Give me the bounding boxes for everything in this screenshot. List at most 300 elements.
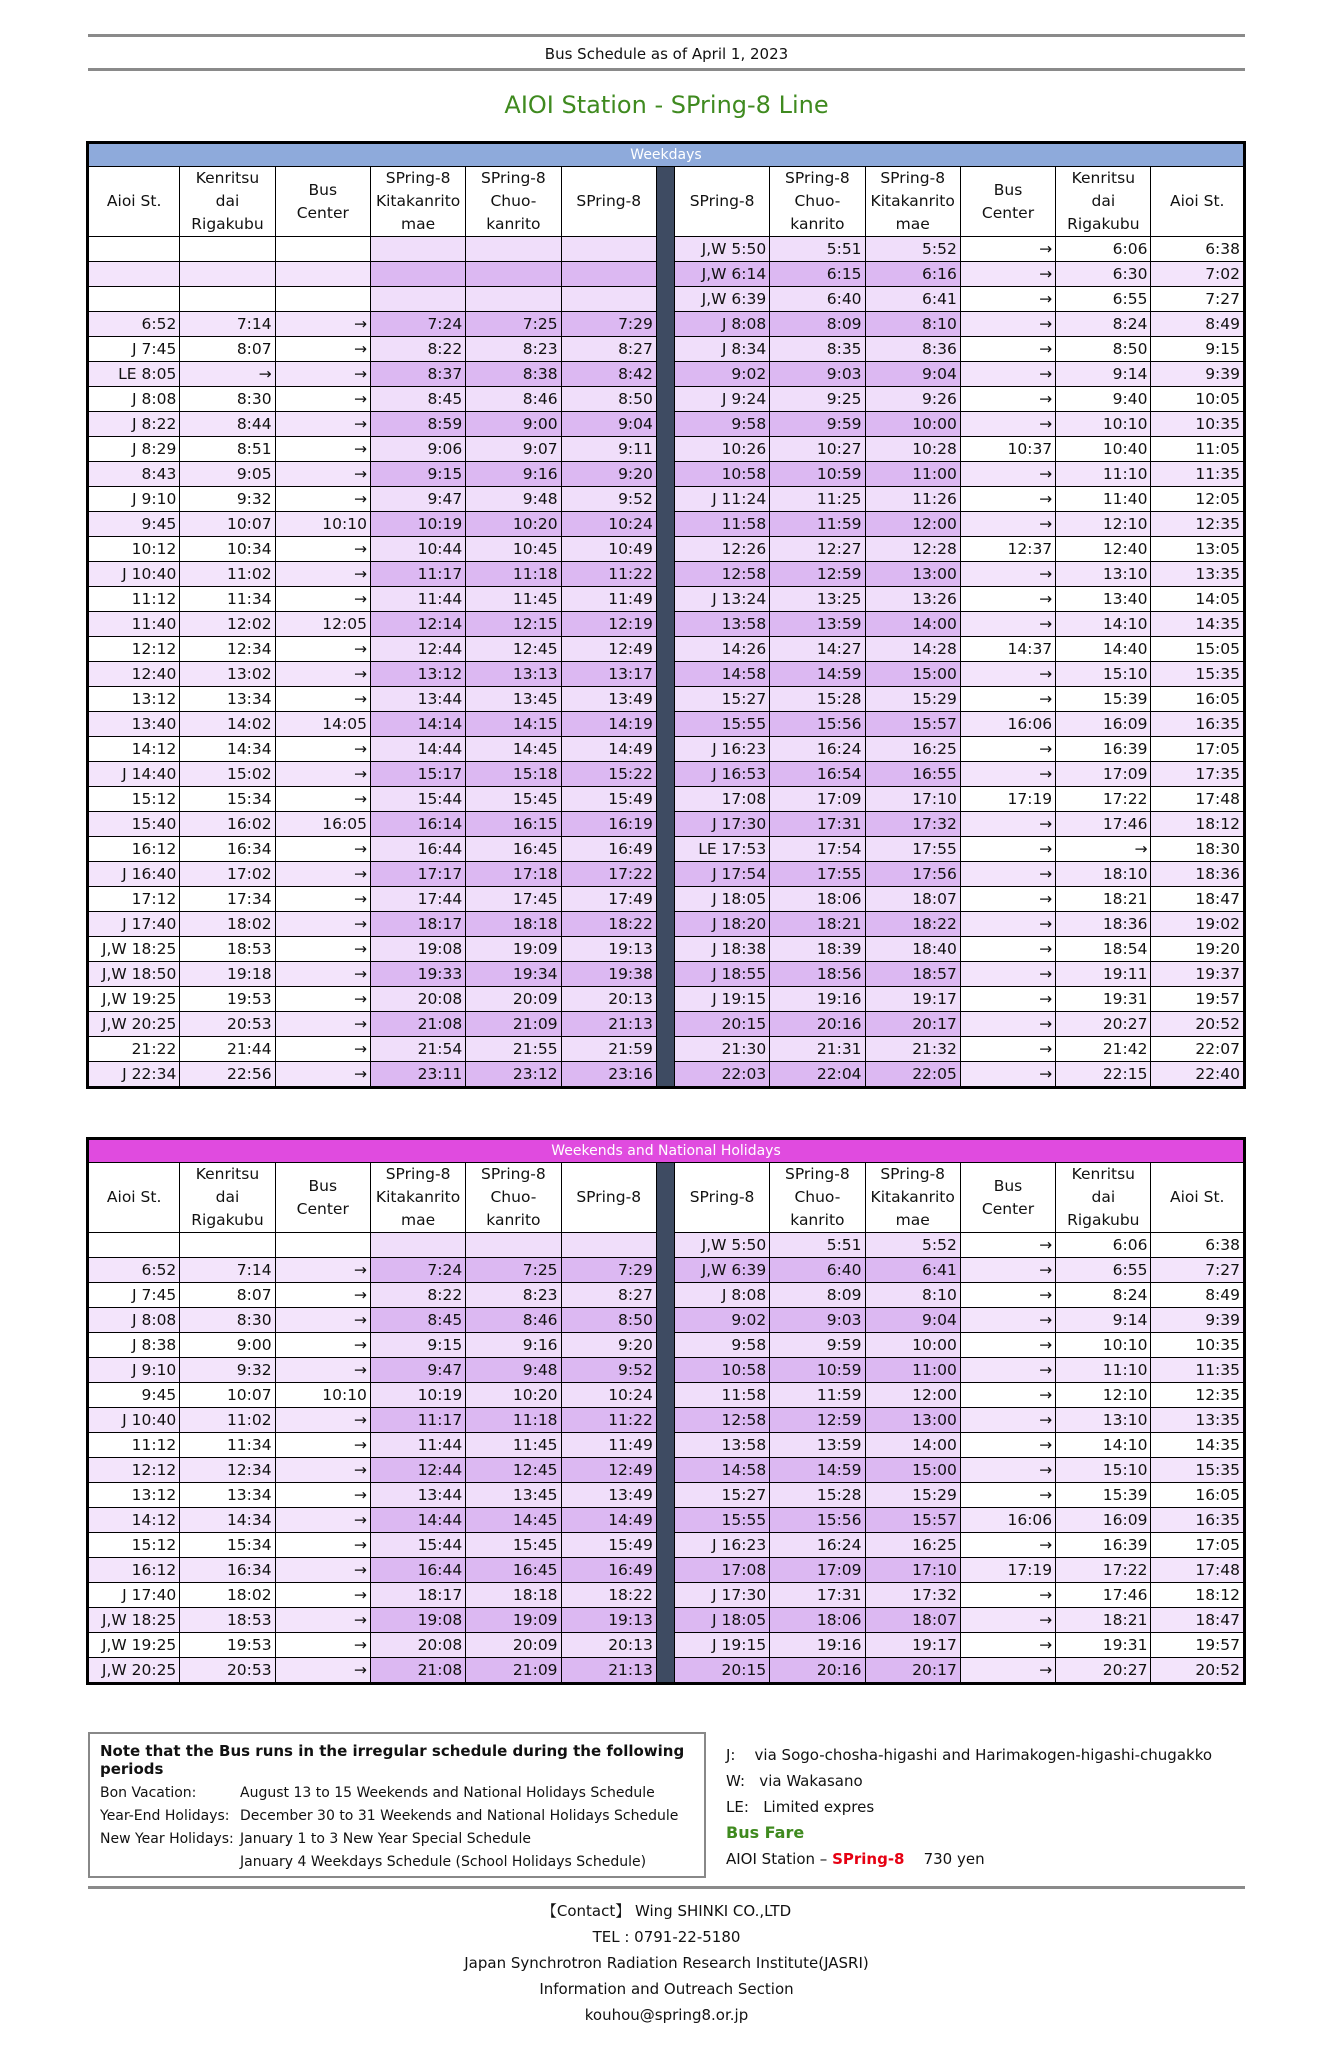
inbound-time-cell: 8:09 — [770, 1283, 865, 1308]
inbound-time-cell: 16:24 — [770, 1533, 865, 1558]
outbound-time-cell: 6:52 — [88, 312, 180, 337]
outbound-time-cell: → — [275, 1283, 370, 1308]
outbound-time-cell: 12:45 — [466, 1458, 561, 1483]
inbound-time-cell: 14:40 — [1056, 637, 1151, 662]
inbound-time-cell: → — [960, 812, 1055, 837]
inbound-time-cell: 8:10 — [865, 312, 960, 337]
outbound-time-cell: → — [275, 987, 370, 1012]
outbound-time-cell — [370, 262, 465, 287]
inbound-time-cell: 6:16 — [865, 262, 960, 287]
inbound-time-cell: 18:21 — [1056, 887, 1151, 912]
outbound-time-cell: 14:05 — [275, 712, 370, 737]
outbound-time-cell: 17:44 — [370, 887, 465, 912]
inbound-time-cell: 17:22 — [1056, 1558, 1151, 1583]
inbound-time-cell: 14:35 — [1151, 612, 1245, 637]
outbound-time-cell: 14:19 — [561, 712, 656, 737]
inbound-time-cell: 5:52 — [865, 237, 960, 262]
outbound-time-cell: 20:09 — [466, 1633, 561, 1658]
outbound-time-cell: 8:30 — [180, 387, 275, 412]
outbound-time-cell: 18:18 — [466, 912, 561, 937]
inbound-time-cell: 17:32 — [865, 812, 960, 837]
inbound-time-cell: 10:00 — [865, 1333, 960, 1358]
outbound-time-cell: 15:49 — [561, 1533, 656, 1558]
inbound-time-cell: 10:35 — [1151, 1333, 1245, 1358]
outbound-time-cell: 20:53 — [180, 1012, 275, 1037]
outbound-time-cell — [561, 287, 656, 312]
outbound-time-cell: 13:13 — [466, 662, 561, 687]
outbound-time-cell: → — [275, 1658, 370, 1684]
inbound-time-cell: 9:02 — [674, 1308, 769, 1333]
inbound-time-cell: 9:58 — [674, 1333, 769, 1358]
inbound-time-cell: 11:59 — [770, 1383, 865, 1408]
outbound-time-cell: → — [275, 737, 370, 762]
outbound-time-cell: 9:11 — [561, 437, 656, 462]
outbound-time-cell: → — [275, 1333, 370, 1358]
outbound-time-cell: 8:27 — [561, 1283, 656, 1308]
inbound-time-cell: 18:07 — [865, 1608, 960, 1633]
inbound-time-cell: J 16:23 — [674, 737, 769, 762]
inbound-time-cell: J 8:08 — [674, 1283, 769, 1308]
outbound-time-cell: 9:16 — [466, 1333, 561, 1358]
inbound-time-cell: 8:50 — [1056, 337, 1151, 362]
inbound-time-cell: J 19:15 — [674, 987, 769, 1012]
inbound-time-cell: 10:37 — [960, 437, 1055, 462]
outbound-time-cell: → — [275, 337, 370, 362]
inbound-time-cell: 8:49 — [1151, 1283, 1245, 1308]
inbound-time-cell: 22:07 — [1151, 1037, 1245, 1062]
outbound-time-cell: J 16:40 — [88, 862, 180, 887]
inbound-time-cell: 15:55 — [674, 712, 769, 737]
outbound-time-cell: 19:38 — [561, 962, 656, 987]
inbound-time-cell: 17:48 — [1151, 1558, 1245, 1583]
outbound-time-cell: 7:29 — [561, 312, 656, 337]
outbound-time-cell: 19:33 — [370, 962, 465, 987]
contact-company: 【Contact】 Wing SHINKI CO.,LTD — [541, 1902, 792, 1920]
inbound-time-cell: 18:36 — [1151, 862, 1245, 887]
outbound-time-cell: 23:11 — [370, 1062, 465, 1088]
outbound-time-cell: 13:45 — [466, 687, 561, 712]
inbound-time-cell: 14:58 — [674, 1458, 769, 1483]
outbound-time-cell: 8:42 — [561, 362, 656, 387]
column-header: SPring-8 — [561, 167, 656, 237]
outbound-time-cell: 8:30 — [180, 1308, 275, 1333]
outbound-time-cell: 7:24 — [370, 312, 465, 337]
inbound-time-cell: 14:58 — [674, 662, 769, 687]
inbound-time-cell: 6:30 — [1056, 262, 1151, 287]
outbound-time-cell: 8:50 — [561, 1308, 656, 1333]
outbound-time-cell: 15:22 — [561, 762, 656, 787]
inbound-time-cell: 17:08 — [674, 787, 769, 812]
direction-separator — [656, 167, 674, 1088]
column-header: SPring-8 — [674, 167, 769, 237]
outbound-time-cell: 16:14 — [370, 812, 465, 837]
outbound-time-cell: → — [275, 587, 370, 612]
inbound-time-cell: 17:31 — [770, 1583, 865, 1608]
outbound-time-cell: 8:44 — [180, 412, 275, 437]
outbound-time-cell: 19:18 — [180, 962, 275, 987]
inbound-time-cell: → — [960, 662, 1055, 687]
outbound-time-cell: 9:15 — [370, 1333, 465, 1358]
inbound-time-cell: 15:27 — [674, 1483, 769, 1508]
inbound-time-cell: 10:27 — [770, 437, 865, 462]
inbound-time-cell: → — [960, 862, 1055, 887]
outbound-time-cell: 19:09 — [466, 937, 561, 962]
inbound-time-cell: 15:35 — [1151, 1458, 1245, 1483]
outbound-time-cell: → — [275, 437, 370, 462]
inbound-time-cell: 11:00 — [865, 1358, 960, 1383]
inbound-time-cell: → — [960, 587, 1055, 612]
inbound-time-cell: → — [960, 1283, 1055, 1308]
outbound-time-cell: 15:12 — [88, 787, 180, 812]
inbound-time-cell: 14:05 — [1151, 587, 1245, 612]
outbound-time-cell: J 10:40 — [88, 1408, 180, 1433]
outbound-time-cell — [88, 237, 180, 262]
inbound-time-cell: 10:00 — [865, 412, 960, 437]
inbound-time-cell: 22:40 — [1151, 1062, 1245, 1088]
inbound-time-cell: 17:54 — [770, 837, 865, 862]
inbound-time-cell: 21:32 — [865, 1037, 960, 1062]
outbound-time-cell: 13:12 — [370, 662, 465, 687]
outbound-time-cell: J 8:08 — [88, 387, 180, 412]
outbound-time-cell: 14:12 — [88, 737, 180, 762]
inbound-time-cell: 15:35 — [1151, 662, 1245, 687]
inbound-time-cell: 11:05 — [1151, 437, 1245, 462]
inbound-time-cell: 6:55 — [1056, 287, 1151, 312]
outbound-time-cell: 15:40 — [88, 812, 180, 837]
inbound-time-cell: 18:47 — [1151, 1608, 1245, 1633]
outbound-time-cell: → — [275, 1258, 370, 1283]
inbound-time-cell: 14:26 — [674, 637, 769, 662]
inbound-time-cell: 15:55 — [674, 1508, 769, 1533]
outbound-time-cell — [370, 1233, 465, 1258]
inbound-time-cell: 9:03 — [770, 362, 865, 387]
outbound-time-cell: 9:06 — [370, 437, 465, 462]
outbound-time-cell: 18:22 — [561, 1583, 656, 1608]
inbound-time-cell: → — [960, 1383, 1055, 1408]
inbound-time-cell: 6:41 — [865, 287, 960, 312]
outbound-time-cell: 9:20 — [561, 462, 656, 487]
outbound-time-cell: 16:34 — [180, 1558, 275, 1583]
outbound-time-cell: 9:45 — [88, 512, 180, 537]
outbound-time-cell: 21:54 — [370, 1037, 465, 1062]
outbound-time-cell: 10:44 — [370, 537, 465, 562]
inbound-time-cell: 17:05 — [1151, 1533, 1245, 1558]
outbound-time-cell: 8:27 — [561, 337, 656, 362]
outbound-time-cell: → — [275, 1458, 370, 1483]
outbound-time-cell: → — [275, 1012, 370, 1037]
outbound-time-cell: 18:02 — [180, 1583, 275, 1608]
inbound-time-cell: 18:54 — [1056, 937, 1151, 962]
outbound-time-cell: 20:08 — [370, 987, 465, 1012]
inbound-time-cell: 21:30 — [674, 1037, 769, 1062]
outbound-time-cell: → — [275, 1608, 370, 1633]
inbound-time-cell: 11:10 — [1056, 1358, 1151, 1383]
outbound-time-cell: 16:45 — [466, 837, 561, 862]
outbound-time-cell: 10:10 — [275, 512, 370, 537]
inbound-time-cell: 18:56 — [770, 962, 865, 987]
column-header: SPring-8 Kitakanrito mae — [865, 167, 960, 237]
column-header: Aioi St. — [1151, 1163, 1245, 1233]
outbound-time-cell: → — [275, 462, 370, 487]
outbound-time-cell — [370, 237, 465, 262]
outbound-time-cell: 21:09 — [466, 1658, 561, 1684]
outbound-time-cell: 15:44 — [370, 787, 465, 812]
inbound-time-cell: 10:05 — [1151, 387, 1245, 412]
inbound-time-cell: → — [960, 1433, 1055, 1458]
outbound-time-cell: 8:23 — [466, 1283, 561, 1308]
inbound-time-cell: 12:58 — [674, 1408, 769, 1433]
outbound-time-cell: 6:52 — [88, 1258, 180, 1283]
inbound-time-cell: 16:09 — [1056, 1508, 1151, 1533]
outbound-time-cell — [561, 262, 656, 287]
inbound-time-cell: 8:10 — [865, 1283, 960, 1308]
outbound-time-cell: 11:40 — [88, 612, 180, 637]
outbound-time-cell: 18:17 — [370, 912, 465, 937]
inbound-time-cell: 14:00 — [865, 612, 960, 637]
outbound-time-cell: 16:12 — [88, 837, 180, 862]
inbound-time-cell: 17:10 — [865, 1558, 960, 1583]
inbound-time-cell: 14:10 — [1056, 1433, 1151, 1458]
outbound-time-cell: → — [275, 912, 370, 937]
outbound-time-cell: → — [275, 637, 370, 662]
inbound-time-cell: 9:14 — [1056, 362, 1151, 387]
inbound-time-cell: 21:42 — [1056, 1037, 1151, 1062]
inbound-time-cell: J,W 5:50 — [674, 237, 769, 262]
route-legend — [726, 1742, 1246, 1872]
inbound-time-cell: 18:21 — [1056, 1608, 1151, 1633]
outbound-time-cell: J 17:40 — [88, 912, 180, 937]
inbound-time-cell: 9:39 — [1151, 362, 1245, 387]
inbound-time-cell: 17:19 — [960, 787, 1055, 812]
note-text: January 1 to 3 New Year Special Schedule — [240, 1831, 532, 1847]
outbound-time-cell: 8:22 — [370, 337, 465, 362]
inbound-time-cell: 15:27 — [674, 687, 769, 712]
column-header: Bus Center — [275, 167, 370, 237]
inbound-time-cell: 9:04 — [865, 1308, 960, 1333]
outbound-time-cell: 12:34 — [180, 637, 275, 662]
outbound-time-cell: 7:24 — [370, 1258, 465, 1283]
inbound-time-cell: 11:10 — [1056, 462, 1151, 487]
column-header: SPring-8 Kitakanrito mae — [370, 167, 465, 237]
column-header: Bus Center — [960, 1163, 1055, 1233]
outbound-time-cell: 9:48 — [466, 1358, 561, 1383]
outbound-time-cell: 17:45 — [466, 887, 561, 912]
outbound-time-cell: 12:44 — [370, 637, 465, 662]
outbound-time-cell: → — [275, 1633, 370, 1658]
inbound-time-cell: 6:38 — [1151, 1233, 1245, 1258]
outbound-time-cell: 17:34 — [180, 887, 275, 912]
outbound-time-cell — [561, 1233, 656, 1258]
outbound-time-cell: → — [275, 1433, 370, 1458]
inbound-time-cell: 17:32 — [865, 1583, 960, 1608]
inbound-time-cell: 12:59 — [770, 562, 865, 587]
inbound-time-cell: 17:08 — [674, 1558, 769, 1583]
inbound-time-cell: 15:56 — [770, 1508, 865, 1533]
inbound-time-cell: 7:27 — [1151, 1258, 1245, 1283]
legend-j: J: via Sogo-chosha-higashi and Harimakogen-higashi-chugakko — [726, 1746, 1213, 1764]
outbound-time-cell: → — [275, 887, 370, 912]
inbound-time-cell: → — [960, 737, 1055, 762]
inbound-time-cell: 12:00 — [865, 512, 960, 537]
outbound-time-cell: 12:14 — [370, 612, 465, 637]
outbound-time-cell: 21:44 — [180, 1037, 275, 1062]
outbound-time-cell: 18:18 — [466, 1583, 561, 1608]
inbound-time-cell: 6:38 — [1151, 237, 1245, 262]
outbound-time-cell: → — [275, 1308, 370, 1333]
inbound-time-cell: 13:00 — [865, 1408, 960, 1433]
outbound-time-cell: 8:23 — [466, 337, 561, 362]
outbound-time-cell: 16:02 — [180, 812, 275, 837]
inbound-time-cell: 18:07 — [865, 887, 960, 912]
outbound-time-cell: 9:00 — [466, 412, 561, 437]
outbound-time-cell: 21:08 — [370, 1012, 465, 1037]
inbound-time-cell: 8:24 — [1056, 1283, 1151, 1308]
outbound-time-cell: 10:19 — [370, 512, 465, 537]
column-header: Aioi St. — [1151, 167, 1245, 237]
outbound-time-cell: 11:44 — [370, 1433, 465, 1458]
column-header: SPring-8 Kitakanrito mae — [865, 1163, 960, 1233]
outbound-time-cell: 13:49 — [561, 1483, 656, 1508]
inbound-time-cell: → — [960, 987, 1055, 1012]
inbound-time-cell: 12:10 — [1056, 512, 1151, 537]
inbound-time-cell: 19:02 — [1151, 912, 1245, 937]
inbound-time-cell: 15:05 — [1151, 637, 1245, 662]
inbound-time-cell: 17:48 — [1151, 787, 1245, 812]
outbound-time-cell: 13:12 — [88, 1483, 180, 1508]
outbound-time-cell: 16:45 — [466, 1558, 561, 1583]
column-header: SPring-8 Chuo- kanrito — [770, 167, 865, 237]
inbound-time-cell: 11:35 — [1151, 1358, 1245, 1383]
outbound-time-cell: 13:40 — [88, 712, 180, 737]
outbound-time-cell: 12:12 — [88, 637, 180, 662]
outbound-time-cell — [466, 287, 561, 312]
outbound-time-cell: → — [275, 662, 370, 687]
inbound-time-cell: → — [960, 1533, 1055, 1558]
inbound-time-cell: 8:49 — [1151, 312, 1245, 337]
inbound-time-cell: 18:12 — [1151, 812, 1245, 837]
outbound-time-cell: 19:13 — [561, 937, 656, 962]
inbound-time-cell: 10:28 — [865, 437, 960, 462]
outbound-time-cell: 15:12 — [88, 1533, 180, 1558]
inbound-time-cell: 20:52 — [1151, 1658, 1245, 1684]
outbound-time-cell: 18:02 — [180, 912, 275, 937]
inbound-time-cell: 5:51 — [770, 237, 865, 262]
outbound-time-cell: 10:20 — [466, 512, 561, 537]
inbound-time-cell: 17:35 — [1151, 762, 1245, 787]
inbound-time-cell: 12:40 — [1056, 537, 1151, 562]
inbound-time-cell: J 19:15 — [674, 1633, 769, 1658]
outbound-time-cell: 14:34 — [180, 737, 275, 762]
inbound-time-cell: 22:03 — [674, 1062, 769, 1088]
outbound-time-cell: 8:51 — [180, 437, 275, 462]
outbound-time-cell: 12:12 — [88, 1458, 180, 1483]
outbound-time-cell: 13:44 — [370, 1483, 465, 1508]
outbound-time-cell: 20:13 — [561, 987, 656, 1012]
outbound-time-cell: 8:50 — [561, 387, 656, 412]
inbound-time-cell: → — [960, 337, 1055, 362]
inbound-time-cell: 9:02 — [674, 362, 769, 387]
outbound-time-cell: 12:02 — [180, 612, 275, 637]
inbound-time-cell: 6:55 — [1056, 1258, 1151, 1283]
holiday-timetable — [86, 1137, 1246, 1685]
outbound-time-cell: → — [180, 362, 275, 387]
inbound-time-cell: 11:40 — [1056, 487, 1151, 512]
outbound-time-cell: 14:15 — [466, 712, 561, 737]
outbound-time-cell: 9:45 — [88, 1383, 180, 1408]
outbound-time-cell — [88, 287, 180, 312]
inbound-time-cell: → — [960, 1037, 1055, 1062]
outbound-time-cell: J,W 20:25 — [88, 1012, 180, 1037]
inbound-time-cell: 13:26 — [865, 587, 960, 612]
outbound-time-cell: 11:49 — [561, 587, 656, 612]
inbound-time-cell: → — [960, 1633, 1055, 1658]
inbound-time-cell: 9:26 — [865, 387, 960, 412]
outbound-time-cell: 8:45 — [370, 1308, 465, 1333]
inbound-time-cell: J 17:30 — [674, 812, 769, 837]
inbound-time-cell: → — [960, 387, 1055, 412]
inbound-time-cell: → — [960, 887, 1055, 912]
inbound-time-cell: 16:25 — [865, 737, 960, 762]
outbound-time-cell: 15:34 — [180, 1533, 275, 1558]
inbound-time-cell: 8:09 — [770, 312, 865, 337]
inbound-time-cell: → — [960, 837, 1055, 862]
outbound-time-cell: 18:53 — [180, 937, 275, 962]
outbound-time-cell: 12:34 — [180, 1458, 275, 1483]
inbound-time-cell: 17:31 — [770, 812, 865, 837]
inbound-time-cell: 12:59 — [770, 1408, 865, 1433]
inbound-time-cell: J,W 6:39 — [674, 287, 769, 312]
outbound-time-cell: 13:34 — [180, 1483, 275, 1508]
outbound-time-cell: 7:25 — [466, 1258, 561, 1283]
inbound-time-cell: 19:37 — [1151, 962, 1245, 987]
outbound-time-cell — [275, 287, 370, 312]
inbound-time-cell: J 17:30 — [674, 1583, 769, 1608]
inbound-time-cell: 21:31 — [770, 1037, 865, 1062]
note-label — [100, 1851, 240, 1874]
inbound-time-cell: 8:24 — [1056, 312, 1151, 337]
inbound-time-cell: → — [960, 412, 1055, 437]
outbound-time-cell: 17:18 — [466, 862, 561, 887]
contact-email[interactable]: kouhou@spring8.or.jp — [584, 2006, 749, 2024]
note-row — [100, 1782, 694, 1805]
outbound-time-cell: 11:34 — [180, 587, 275, 612]
outbound-time-cell: 14:12 — [88, 1508, 180, 1533]
inbound-time-cell: J,W 6:14 — [674, 262, 769, 287]
inbound-time-cell: 17:22 — [1056, 787, 1151, 812]
outbound-time-cell: 12:15 — [466, 612, 561, 637]
outbound-time-cell: 16:15 — [466, 812, 561, 837]
inbound-time-cell: 13:58 — [674, 612, 769, 637]
inbound-time-cell: 11:00 — [865, 462, 960, 487]
inbound-time-cell: 16:35 — [1151, 712, 1245, 737]
outbound-time-cell: → — [275, 937, 370, 962]
inbound-time-cell: 6:06 — [1056, 237, 1151, 262]
column-header: SPring-8 Kitakanrito mae — [370, 1163, 465, 1233]
note-row — [100, 1851, 694, 1874]
contact-tel: TEL : 0791-22-5180 — [592, 1928, 741, 1946]
inbound-time-cell: → — [960, 1408, 1055, 1433]
inbound-time-cell: J 16:53 — [674, 762, 769, 787]
inbound-time-cell: 17:09 — [1056, 762, 1151, 787]
outbound-time-cell: 11:17 — [370, 562, 465, 587]
outbound-time-cell: 16:49 — [561, 837, 656, 862]
outbound-time-cell: → — [275, 362, 370, 387]
inbound-time-cell: 16:54 — [770, 762, 865, 787]
outbound-time-cell: 17:12 — [88, 887, 180, 912]
inbound-time-cell: 14:27 — [770, 637, 865, 662]
inbound-time-cell: 20:17 — [865, 1658, 960, 1684]
outbound-time-cell: → — [275, 1583, 370, 1608]
